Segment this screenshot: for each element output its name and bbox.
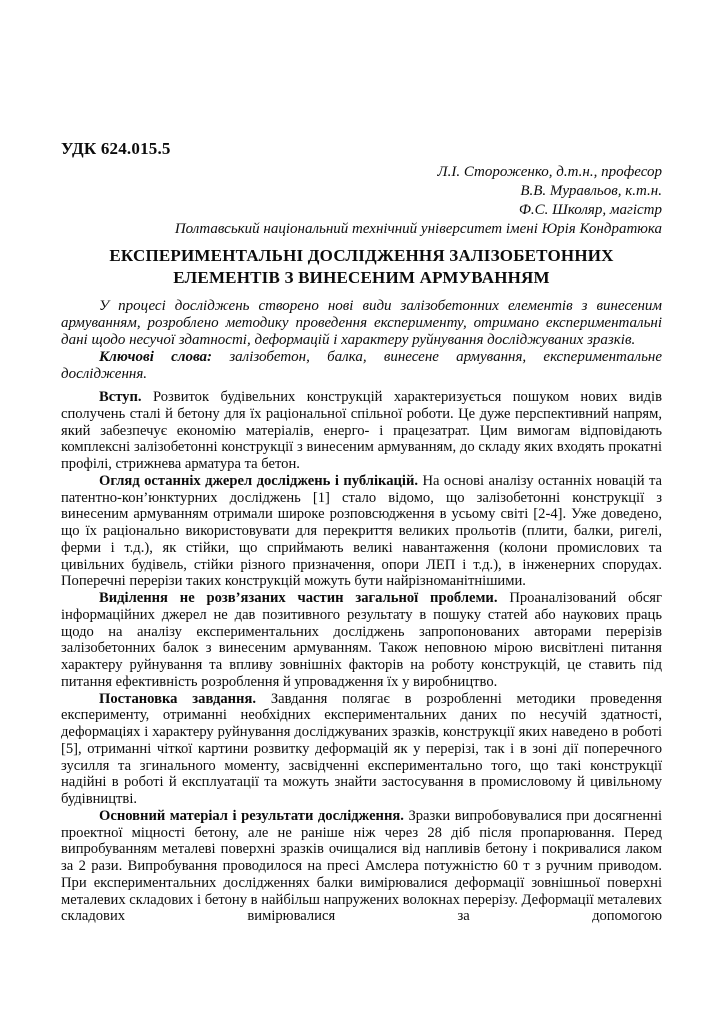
author-line: Л.І. Стороженко, д.т.н., професор <box>437 164 662 180</box>
section-text: Проаналізований обсяг інформаційних джерел не дав позитивного результату в пошуку статей або наукових праць щодо на аналізу експериментальних досліджень запропонованих авторами перерізів залізобетонних балок з винесеним армуванням. Також неповною мірою висвітлені питання характеру руйнування та впливу зовнішніх факторів на роботу конструкцій, це ставить під питання ефективність розроблення й упровадження їх у виробництво. <box>61 590 663 690</box>
udc-number: УДК 624.015.5 <box>61 139 171 158</box>
article-title-line-2: ЕЛЕМЕНТІВ З ВИНЕСЕНИМ АРМУВАННЯМ <box>173 268 550 287</box>
affiliation: Полтавський національний технічний університет імені Юрія Кондратюка <box>174 221 662 237</box>
section-text: Завдання полягає в розробленні методики проведення експерименту, отриманні необхідних експериментальних даних по несучій здатності, деформаціях і характеру руйнування досліджуваних зразків, конструкції яких наведено в роботі [5], отриманні чіткої картини розвитку деформацій як у перерізі, так і в зоні дії поперечного зусилля та згинального моменту, засвідченні експериментально того, що такі конструкції надійні в роботі й експлуатації та можуть знайти застосування в промисловому й цивільному будівництві. <box>61 690 662 807</box>
section-text: Розвиток будівельних конструкцій характеризується пошуком нових видів сполучень сталі й бетону для їх раціональної спільної роботи. Це дуже перспективний напрям, який забезпечує економію матеріалів, енерго- і працезатрат. Цим вимогам відповідають комплексні залізобетонні конструкції з винесеним армуванням, до складу яких входять прокатні профілі, стрижнева арматура та бетон. <box>61 389 663 472</box>
paragraph-task-statement <box>61 691 662 808</box>
abstract-block <box>61 298 662 383</box>
author-block <box>61 163 662 239</box>
paragraph-unsolved-problem <box>61 590 662 691</box>
author-line: В.В. Муравльов, к.т.н. <box>520 183 662 199</box>
section-heading: Основний матеріал і результати дослідження. <box>99 807 404 824</box>
abstract-paragraph: У процесі досліджень створено нові види залізобетонних елементів з винесеним армуванням, розроблено методику проведення експерименту, отримано експериментальні дані щодо несучої здатності, деформацій і характеру руйнування досліджуваних зразків. <box>61 298 662 348</box>
article-title <box>61 245 662 289</box>
article-title-line-1: ЕКСПЕРИМЕНТАЛЬНІ ДОСЛІДЖЕННЯ ЗАЛІЗОБЕТОННИХ <box>109 246 614 265</box>
section-text: Зразки випробовувалися при досягненні проектної міцності бетону, але не раніше ніж через 28 діб після пропарювання. Перед випробуванням металеві поверхні зразків очищалися від напливів бетону і покривалися лаком за 2 рази. Випробування проводилося на пресі Амслера потужністю 60 т з ручним приводом. При експериментальних дослідженнях балки вимірювалися деформації зовнішньої поверхні металевих складових і бетону в найбільш напружених волокнах перерізу. Деформації металевих складових вимірювалися за допомогою <box>61 807 662 925</box>
section-heading: Виділення не розв’язаних частин загальної проблеми. <box>99 590 498 606</box>
paragraph-main-results <box>61 808 662 925</box>
section-heading: Постановка завдання. <box>99 690 256 707</box>
keywords-paragraph <box>61 349 662 383</box>
author-line: Ф.С. Школяр, магістр <box>518 202 662 218</box>
article-body <box>61 389 662 925</box>
section-heading: Вступ. <box>99 389 142 405</box>
keywords-text: залізобетон, балка, винесене армування, експериментальне дослідження. <box>61 349 662 382</box>
paragraph-intro <box>61 389 662 473</box>
section-text: На основі аналізу останніх новацій та патентно-кон’юнктурних досліджень [1] стало відомо, що залізобетонні конструкції з винесеним армуванням отримали широке розповсюдження в усьому світі [2-4]. Уже доведено, що їх раціонально використовувати для перекриття великих прольотів (плити, балки, ригелі, ферми і т.д.), як стійки, що сприймають великі навантаження (колони промислових та цивільних будівель, стійки різного призначення, опори ЛЕП і т.д.), в інженерних спорудах. Поперечні перерізи таких конструкцій можуть бути найрізноманітнішими. <box>61 472 662 590</box>
section-heading: Огляд останніх джерел досліджень і публікацій. <box>99 472 419 489</box>
keywords-label: Ключові слова: <box>99 349 213 365</box>
paragraph-sources-review <box>61 473 662 590</box>
page-content <box>61 0 662 925</box>
